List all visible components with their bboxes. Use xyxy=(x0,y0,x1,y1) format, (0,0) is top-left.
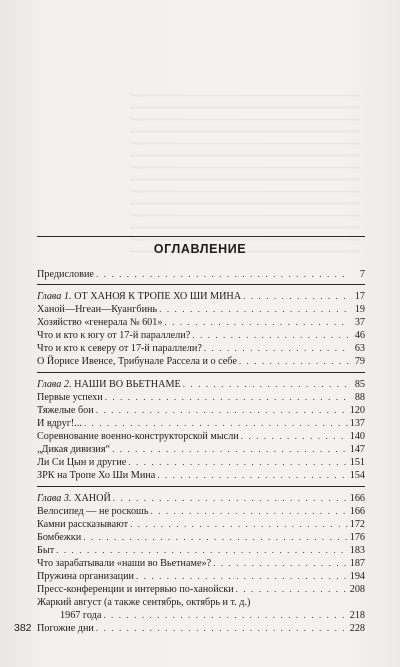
leader-dots xyxy=(56,544,348,557)
entry-page: 228 xyxy=(349,623,365,634)
page-number: 382 xyxy=(14,622,32,634)
leader-dots xyxy=(213,557,348,570)
entry-label: Быт xyxy=(37,545,55,556)
toc-entry[interactable] xyxy=(37,430,365,443)
entry-page: 208 xyxy=(349,584,365,595)
section-rule xyxy=(37,284,365,285)
toc-entry[interactable] xyxy=(37,417,365,430)
leader-dots xyxy=(236,583,348,596)
leader-dots xyxy=(192,329,349,342)
toc-heading: ОГЛАВЛЕНИЕ xyxy=(153,242,247,256)
entry-page: 85 xyxy=(354,379,365,390)
leader-dots xyxy=(83,531,348,544)
entry-page: 46 xyxy=(354,330,365,341)
chapter-number: Глава 1. xyxy=(37,291,72,302)
toc-entry[interactable] xyxy=(37,557,365,570)
chapter-title: НАШИ ВО ВЬЕТНАМЕ xyxy=(74,379,181,390)
toc-entry-continuation[interactable] xyxy=(60,609,365,622)
toc-chapter-2[interactable] xyxy=(37,378,365,391)
section-rule xyxy=(37,372,365,373)
leader-dots xyxy=(159,303,349,316)
entry-page: 140 xyxy=(349,431,365,442)
entry-label: Что и кто к северу от 17-й параллели? xyxy=(37,343,202,354)
entry-label: Что и кто к югу от 17-й параллели? xyxy=(37,330,191,341)
toc-chapter-3[interactable] xyxy=(37,492,365,505)
entry-page: 37 xyxy=(354,317,365,328)
toc-entry[interactable] xyxy=(37,404,365,417)
toc-entry[interactable] xyxy=(37,583,365,596)
leader-dots xyxy=(105,391,349,404)
toc-entry[interactable] xyxy=(37,342,365,355)
entry-label: Что зарабатывали «наши во Вьетнаме»? xyxy=(37,558,212,569)
entry-page: 166 xyxy=(349,506,365,517)
entry-page: 176 xyxy=(349,532,365,543)
toc-entry[interactable] xyxy=(37,622,365,635)
toc-entry-preface[interactable] xyxy=(37,268,365,281)
entry-label: Велосипед — не роскошь xyxy=(37,506,149,517)
entry-page: 17 xyxy=(354,291,365,302)
leader-dots xyxy=(84,417,348,430)
toc-entry[interactable] xyxy=(37,303,365,316)
toc-entry[interactable] xyxy=(37,329,365,342)
leader-dots xyxy=(239,355,349,368)
entry-label: Пресс-конференции и интервью по-ханойски xyxy=(37,584,234,595)
toc-entry[interactable] xyxy=(37,518,365,531)
toc-entry[interactable] xyxy=(37,355,365,368)
entry-label: Тяжелые бои xyxy=(37,405,94,416)
leader-dots xyxy=(112,443,348,456)
leader-dots xyxy=(151,505,348,518)
leader-dots xyxy=(157,469,347,482)
leader-dots xyxy=(136,570,348,583)
toc-entry[interactable] xyxy=(37,316,365,329)
toc-entry[interactable] xyxy=(37,391,365,404)
show-through-text xyxy=(130,88,360,258)
toc-entry-first-line[interactable] xyxy=(37,596,250,609)
entry-page: 7 xyxy=(359,269,365,280)
entry-page: 137 xyxy=(349,418,365,429)
entry-page: 194 xyxy=(349,571,365,582)
entry-page: 154 xyxy=(349,470,365,481)
toc-entry[interactable] xyxy=(37,469,365,482)
leader-dots xyxy=(96,268,349,281)
entry-label: Первые успехи xyxy=(37,392,103,403)
entry-page: 183 xyxy=(349,545,365,556)
top-rule xyxy=(37,236,365,237)
entry-label: Соревнование военно-конструкторской мысли xyxy=(37,431,239,442)
entry-label: Ли Си Цын и другие xyxy=(37,457,127,468)
leader-dots xyxy=(243,290,349,303)
entry-page: 187 xyxy=(349,558,365,569)
leader-dots xyxy=(113,492,348,505)
entry-page: 166 xyxy=(349,493,365,504)
section-rule xyxy=(37,486,365,487)
toc-entry[interactable] xyxy=(37,443,365,456)
toc-entry[interactable] xyxy=(37,544,365,557)
leader-dots xyxy=(128,456,347,469)
entry-label: О Йорисе Ивенсе, Трибунале Рассела и о себе xyxy=(37,356,237,367)
leader-dots xyxy=(183,378,349,391)
chapter-title: ОТ ХАНОЯ К ТРОПЕ ХО ШИ МИНА xyxy=(74,291,242,302)
entry-label: Бомбежки xyxy=(37,532,82,543)
entry-label: Погожие дни xyxy=(37,623,94,634)
entry-label: Пружина организации xyxy=(37,571,134,582)
leader-dots xyxy=(96,404,348,417)
entry-label: ЗРК на Тропе Хо Ши Мина xyxy=(37,470,156,481)
leader-dots xyxy=(204,342,349,355)
leader-dots xyxy=(103,609,347,622)
entry-page: 63 xyxy=(354,343,365,354)
entry-page: 88 xyxy=(354,392,365,403)
toc-entry[interactable] xyxy=(37,531,365,544)
entry-page: 79 xyxy=(354,356,365,367)
leader-dots xyxy=(164,316,349,329)
entry-label: Камни рассказывают xyxy=(37,519,129,530)
entry-page: 218 xyxy=(349,610,365,621)
toc-entry[interactable] xyxy=(37,570,365,583)
entry-page: 147 xyxy=(349,444,365,455)
toc-chapter-1[interactable] xyxy=(37,290,365,303)
chapter-number: Глава 3. xyxy=(37,493,72,504)
chapter-number: Глава 2. xyxy=(37,379,72,390)
entry-label: Предисловие xyxy=(37,269,94,280)
entry-page: 120 xyxy=(349,405,365,416)
entry-page: 19 xyxy=(354,304,365,315)
entry-label: И вдруг!... xyxy=(37,418,82,429)
entry-label: Жаркий август (а также сентябрь, октябрь и т. д.) xyxy=(37,597,251,608)
leader-dots xyxy=(241,430,348,443)
entry-label: „Дикая дивизия“ xyxy=(37,444,111,455)
entry-page: 172 xyxy=(349,519,365,530)
entry-label: 1967 года xyxy=(60,610,102,621)
toc-entry[interactable] xyxy=(37,456,365,469)
entry-label: Хозяйство «генерала № 601» xyxy=(37,317,163,328)
leader-dots xyxy=(130,518,348,531)
toc-entry[interactable] xyxy=(37,505,365,518)
entry-page: 151 xyxy=(349,457,365,468)
leader-dots xyxy=(96,622,348,635)
entry-label: Ханой—Нгеан—Куангбинь xyxy=(37,304,158,315)
chapter-title: ХАНОЙ xyxy=(74,493,111,504)
